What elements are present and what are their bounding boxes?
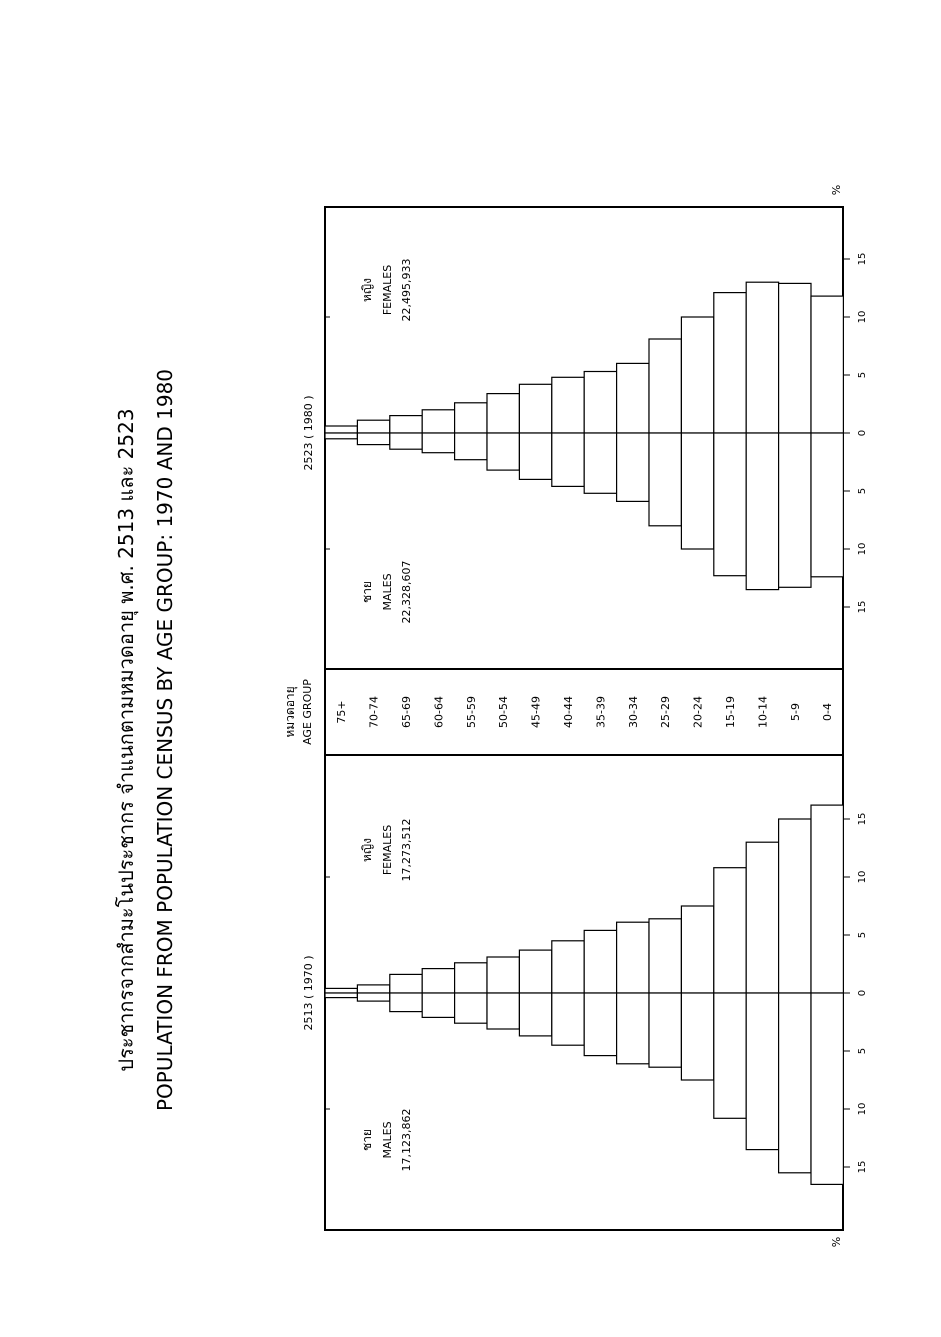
bar-males-25-29 — [649, 433, 681, 526]
bar-males-10-14 — [746, 433, 778, 590]
bar-females-0-4 — [811, 805, 843, 993]
bar-females-0-4 — [811, 296, 843, 433]
age-group-label: 55-59 — [464, 696, 478, 728]
tick-label: 15 — [857, 600, 868, 614]
age-group-header-thai: หมวดอายุ — [283, 686, 297, 738]
bar-females-75+ — [325, 426, 357, 433]
bar-males-60-64 — [422, 433, 454, 453]
age-group-label: 15-19 — [724, 696, 737, 728]
bar-females-30-34 — [617, 363, 649, 433]
tick-label: 5 — [857, 1047, 868, 1055]
age-group-label: 5-9 — [788, 703, 802, 721]
age-group-label: 75+ — [335, 700, 349, 724]
bar-males-5-9 — [779, 433, 811, 587]
bar-females-25-29 — [649, 339, 681, 433]
bar-males-30-34 — [617, 433, 649, 501]
bar-females-50-54 — [487, 957, 519, 993]
bar-males-35-39 — [584, 433, 616, 493]
title-english: POPULATION FROM POPULATION CENSUS BY AGE GROUP: 1970 AND 1980 — [153, 368, 177, 1112]
bar-females-70-74 — [357, 420, 389, 433]
bar-males-55-59 — [455, 433, 487, 460]
pyramid-1970-year-label: 2513 ( 1970 ) — [302, 955, 315, 1031]
bar-females-20-24 — [681, 906, 713, 993]
age-group-label: 20-24 — [691, 696, 705, 728]
pyramid-1970-females-total: 17,273,512 — [400, 818, 413, 882]
bar-males-0-4 — [811, 993, 843, 1184]
bar-males-25-29 — [649, 993, 681, 1067]
age-group-label: 70-74 — [367, 696, 381, 728]
bar-females-10-14 — [746, 842, 778, 993]
bar-females-60-64 — [422, 969, 454, 993]
bar-females-10-14 — [746, 282, 778, 433]
age-group-label: 60-64 — [432, 696, 446, 728]
bar-females-40-44 — [552, 941, 584, 993]
tick-label: 15 — [857, 1160, 868, 1174]
tick-label: 10 — [857, 1102, 868, 1116]
bar-females-40-44 — [552, 377, 584, 433]
bar-males-50-54 — [487, 433, 519, 470]
bar-males-20-24 — [681, 433, 713, 549]
bar-males-20-24 — [681, 993, 713, 1080]
bar-males-15-19 — [714, 993, 746, 1118]
age-group-label: 45-49 — [529, 696, 543, 728]
bar-females-15-19 — [714, 868, 746, 993]
bar-females-5-9 — [779, 283, 811, 433]
bar-males-50-54 — [487, 993, 519, 1029]
bar-males-70-74 — [357, 993, 389, 1001]
bar-females-15-19 — [714, 293, 746, 433]
percent-label-bottom: % — [830, 1236, 843, 1248]
pyramid-1970-males-thai: ชาย — [360, 1129, 374, 1151]
tick-label: 15 — [857, 812, 868, 826]
age-group-label: 50-54 — [497, 696, 511, 728]
tick-label: 5 — [857, 931, 868, 939]
bar-females-20-24 — [681, 317, 713, 433]
age-group-label: 30-34 — [626, 696, 640, 728]
bar-females-65-69 — [390, 974, 422, 993]
bar-males-0-4 — [811, 433, 843, 577]
bar-females-45-49 — [519, 384, 551, 433]
bar-males-55-59 — [455, 993, 487, 1023]
bar-males-65-69 — [390, 433, 422, 449]
title-thai: ประชากรจากสำมะโนประชากร จำแนกตามหมวดอายุ พ.ศ. 2513 และ 2523 — [114, 408, 138, 1072]
tick-label: 10 — [857, 542, 868, 556]
bar-males-30-34 — [617, 993, 649, 1064]
pyramid-1970-males-english: MALES — [381, 1121, 394, 1159]
tick-label: 10 — [857, 870, 868, 884]
tick-label: 5 — [857, 487, 868, 495]
bar-females-70-74 — [357, 985, 389, 993]
bar-females-30-34 — [617, 922, 649, 993]
age-group-label: 10-14 — [756, 696, 770, 728]
bar-males-45-49 — [519, 433, 551, 479]
bar-females-5-9 — [779, 819, 811, 993]
tick-label: 15 — [857, 252, 868, 266]
age-group-label: 25-29 — [659, 696, 673, 728]
bar-females-60-64 — [422, 410, 454, 433]
bar-males-75+ — [325, 433, 357, 439]
pyramid-1970-males-total: 17,123,862 — [400, 1108, 413, 1172]
age-group-label: 65-69 — [400, 696, 413, 728]
pyramid-1970-females-thai: หญิง — [360, 838, 374, 862]
age-group-labels — [335, 696, 834, 728]
bar-females-35-39 — [584, 372, 616, 434]
pyramid-1980-females-english: FEMALES — [381, 264, 394, 316]
tick-label: 0 — [857, 429, 868, 437]
bar-males-45-49 — [519, 993, 551, 1036]
bar-males-5-9 — [779, 993, 811, 1173]
percent-label-top: % — [830, 184, 843, 196]
bar-females-55-59 — [455, 403, 487, 433]
pyramid-1980-females-thai: หญิง — [360, 278, 374, 302]
bar-females-35-39 — [584, 930, 616, 993]
tick-label: 5 — [857, 371, 868, 379]
bar-males-70-74 — [357, 433, 389, 445]
age-group-label: 40-44 — [562, 696, 575, 728]
pyramid-1980-males-total: 22,328,607 — [400, 560, 413, 624]
bar-males-60-64 — [422, 993, 454, 1017]
bar-males-40-44 — [552, 993, 584, 1045]
age-group-label: 35-39 — [594, 696, 608, 728]
bar-males-65-69 — [390, 993, 422, 1012]
bar-males-75+ — [325, 993, 357, 998]
bar-females-25-29 — [649, 919, 681, 993]
bar-males-10-14 — [746, 993, 778, 1150]
pyramid-1980-males-english: MALES — [381, 573, 394, 611]
pyramid-1980-males-thai: ชาย — [360, 581, 374, 603]
bar-females-50-54 — [487, 394, 519, 433]
age-group-label: 0-4 — [821, 703, 835, 721]
bar-females-55-59 — [455, 963, 487, 993]
bar-females-75+ — [325, 988, 357, 993]
tick-label: 0 — [857, 989, 868, 997]
bar-males-35-39 — [584, 993, 616, 1056]
age-group-header-english: AGE GROUP — [301, 679, 314, 745]
bar-males-40-44 — [552, 433, 584, 486]
bar-females-45-49 — [519, 950, 551, 993]
pyramid-1980-year-label: 2523 ( 1980 ) — [302, 395, 315, 471]
pyramid-1980-females-total: 22,495,933 — [400, 258, 413, 322]
bar-males-15-19 — [714, 433, 746, 576]
bar-females-65-69 — [390, 416, 422, 433]
pyramid-1970-females-english: FEMALES — [381, 824, 394, 876]
tick-label: 10 — [857, 310, 868, 324]
